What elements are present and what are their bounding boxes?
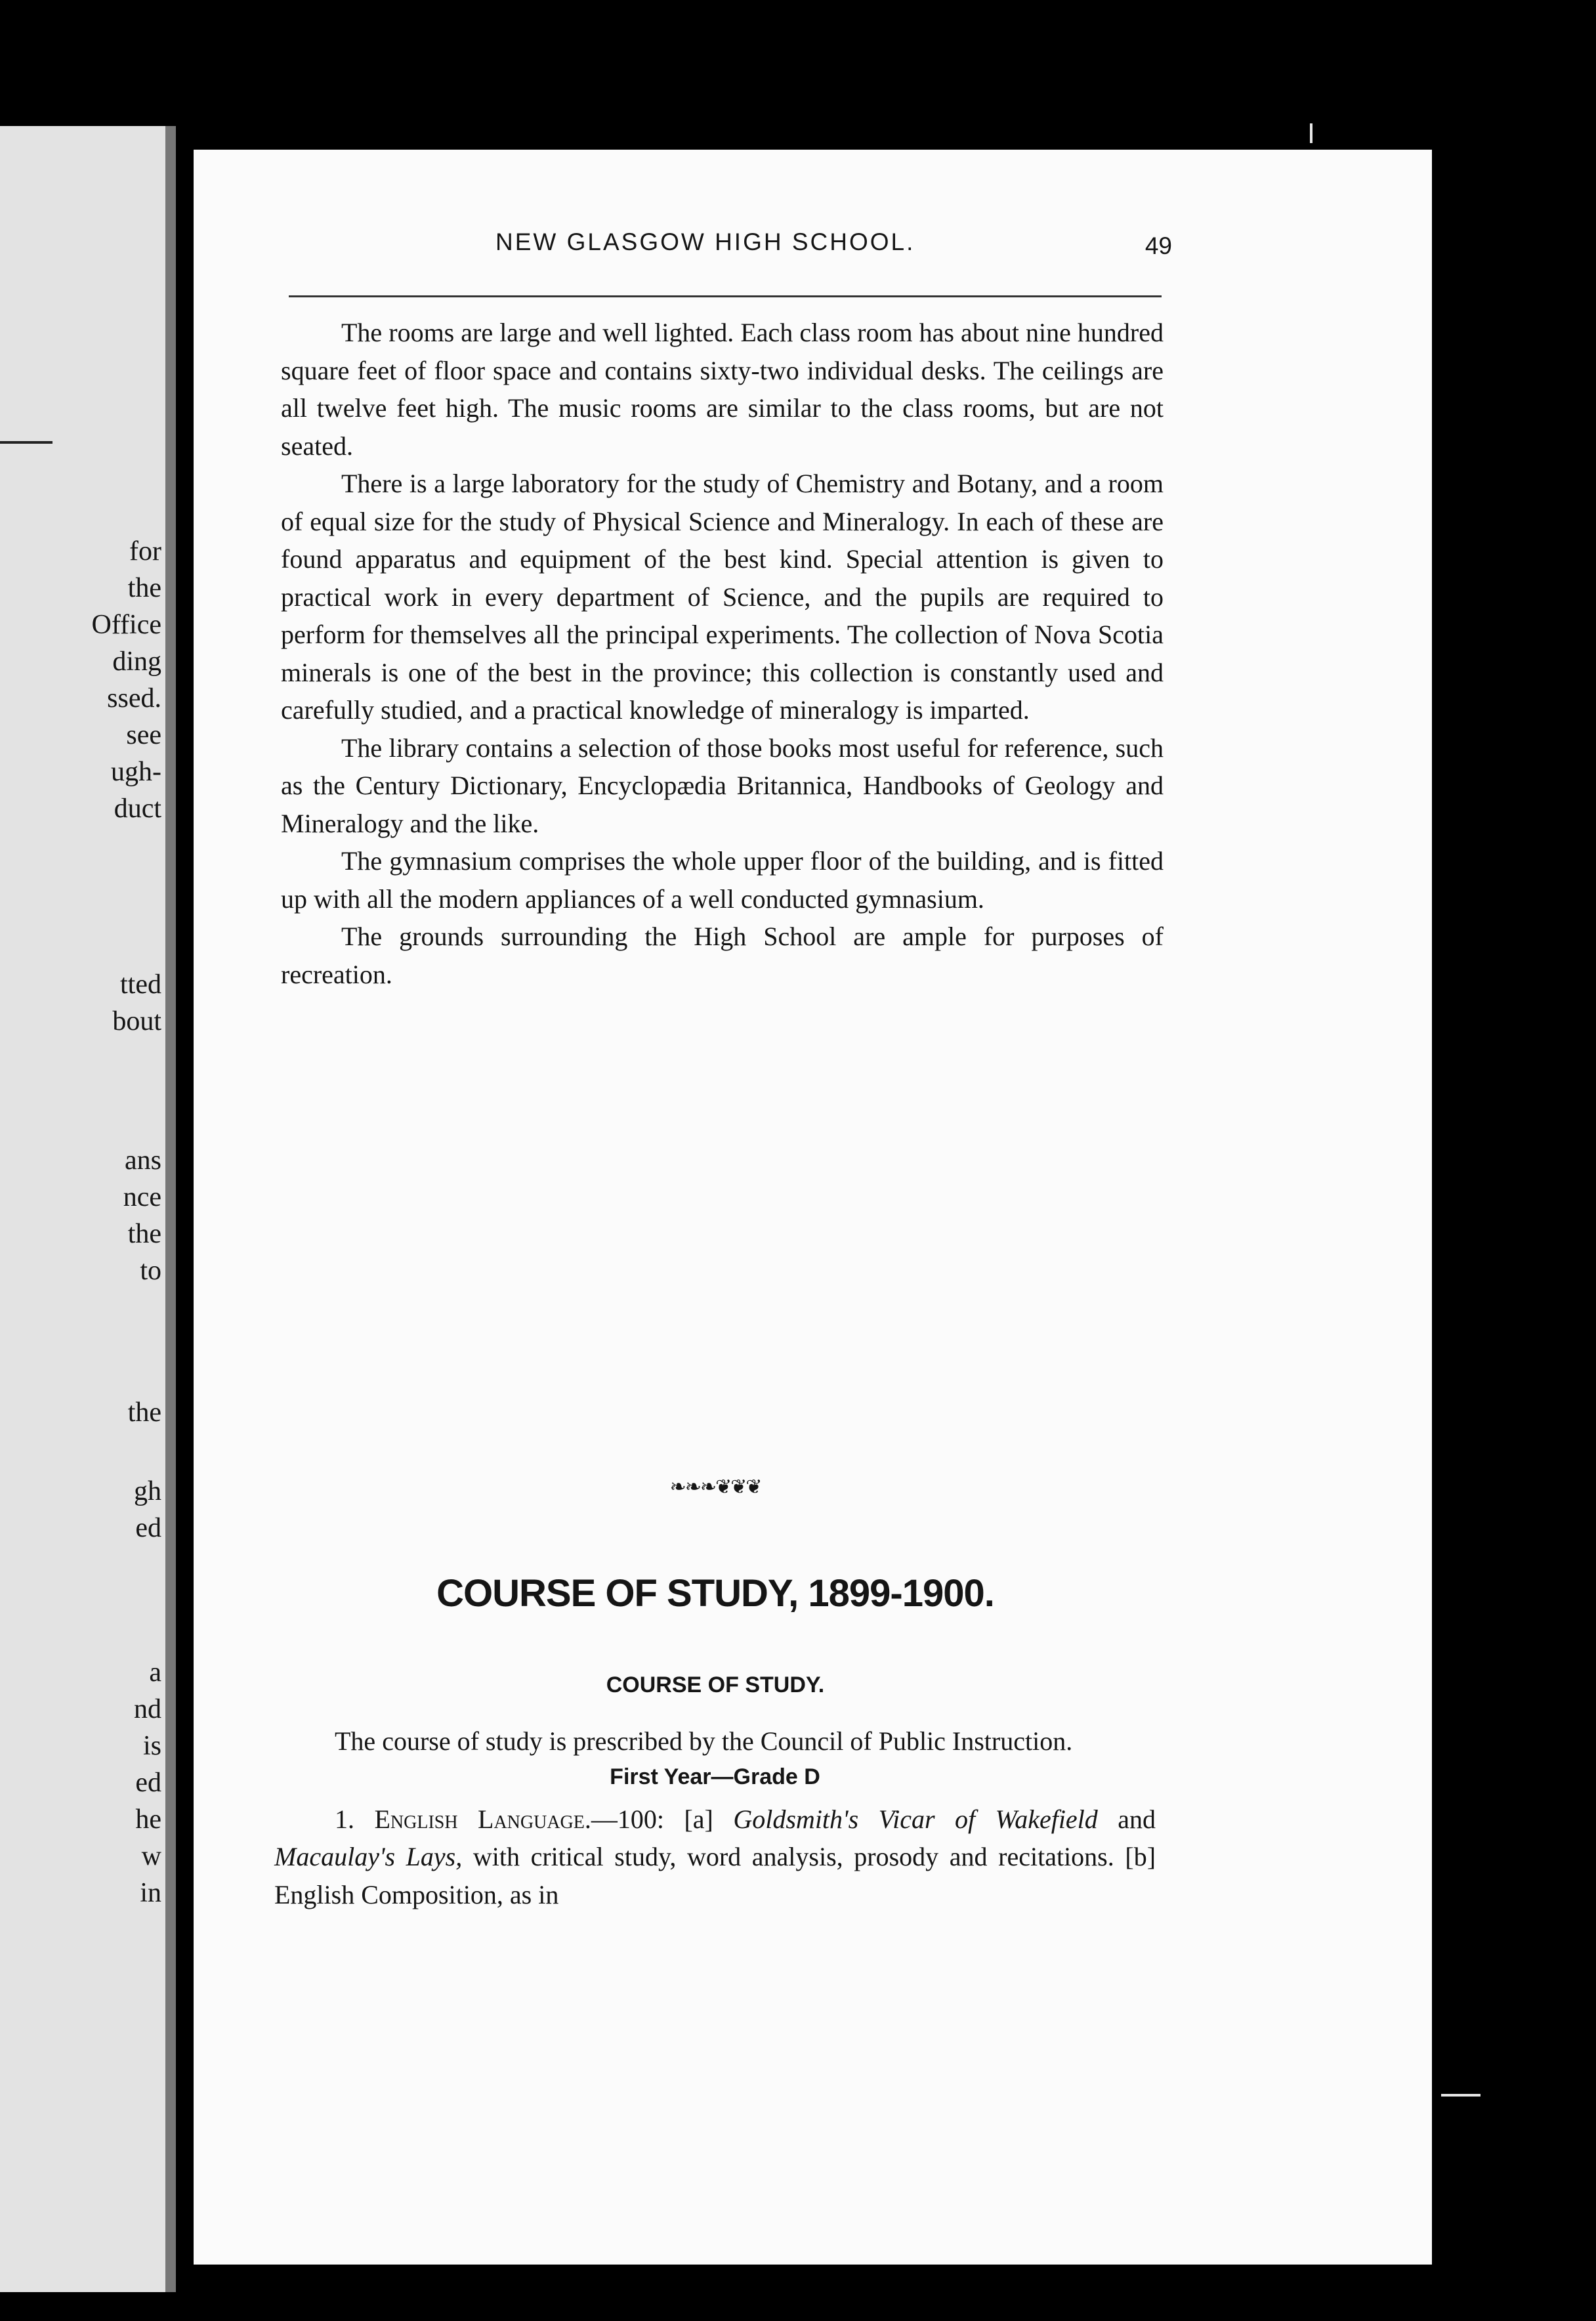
previous-page-fragment: gh	[134, 1476, 161, 1506]
previous-page-fragment: ssed.	[107, 683, 161, 713]
paragraph-grounds: The grounds surrounding the High School are ample for purposes of recreation.	[281, 922, 1164, 989]
previous-page-fragment: duct	[114, 794, 161, 824]
previous-page	[0, 126, 176, 2292]
part-b-label: [b]	[1125, 1842, 1156, 1871]
item-number: 1.	[335, 1804, 354, 1834]
running-title: NEW GLASGOW HIGH SCHOOL.	[495, 228, 915, 255]
conjunction: and	[1118, 1804, 1156, 1834]
work-title-lays: Macaulay's Lays,	[274, 1842, 463, 1871]
header-rule	[289, 295, 1162, 297]
previous-page-fragment: ed	[135, 1768, 161, 1798]
course-intro: The course of study is prescribed by the Council of Public Instruction.	[335, 1726, 1073, 1756]
previous-page-fragment: he	[135, 1804, 161, 1835]
paragraph-library: The library contains a selection of those books most useful for reference, such as the Century Dictionary, Encyclopædia Britannica, Handbooks of Geology and Mineralogy and the like.	[281, 733, 1164, 838]
body-text	[281, 314, 1164, 993]
previous-page-fragment: ugh-	[111, 757, 161, 787]
paragraph-gymnasium: The gymnasium comprises the whole upper floor of the building, and is fitted up with all the modern appliances of a well conducted gymnasium.	[281, 846, 1164, 914]
previous-page-fragment: Office	[91, 610, 161, 640]
previous-page-fragment: ding	[112, 647, 161, 677]
part-b-text: English Composition, as in	[274, 1879, 559, 1909]
previous-page-fragment: to	[140, 1256, 161, 1286]
section-subtitle: COURSE OF STUDY.	[606, 1672, 825, 1697]
previous-page-fragment: the	[127, 1219, 161, 1249]
item-subject: English Language.	[374, 1804, 591, 1834]
part-a-label: [a]	[684, 1804, 713, 1834]
paragraph-rooms: The rooms are large and well lighted. Each class room has about nine hundred square feet of floor space and contains sixty-two individual desks. The ceilings are all twelve feet high. The music rooms are similar to the class rooms, but are not seated.	[281, 318, 1164, 461]
work-title-vicar: Goldsmith's Vicar of Wakefield	[733, 1804, 1098, 1834]
previous-page-fragment: for	[129, 536, 161, 566]
previous-page-fragment: bout	[112, 1006, 161, 1036]
scan-mark	[1441, 2094, 1480, 2097]
paragraph-laboratory: There is a large laboratory for the study of Chemistry and Botany, and a room of equal size for the study of Physical Science and Mineralogy. In each of these are found apparatus and equipment of the best kind. Special attention is given to practical work in every department of Science, and the pupils are required to perform for themselves all the principal experiments. The collection of Nova Scotia minerals is one of the best in the province; this collection is constantly used and carefully studied, and a practical knowledge of mineralogy is imparted.	[281, 469, 1164, 725]
section-title: COURSE OF STUDY, 1899-1900.	[436, 1572, 994, 1615]
previous-page-fragment: the	[127, 573, 161, 603]
previous-page-fragment: the	[127, 1397, 161, 1428]
item-marks: —100:	[591, 1804, 665, 1834]
previous-page-fragment: a	[149, 1657, 161, 1688]
previous-page-fragment: w	[141, 1841, 161, 1871]
previous-page-fragment: is	[142, 1731, 161, 1761]
ornament-divider: ❧❧❧❦❦❦	[669, 1476, 761, 1498]
course-item-english	[274, 1800, 1156, 1914]
part-a-text: with critical study, word analysis, prosody and recitations.	[472, 1842, 1114, 1871]
grade-heading: First Year—Grade D	[610, 1764, 820, 1789]
previous-page-rule	[0, 441, 52, 444]
previous-page-fragment: ans	[125, 1145, 161, 1176]
scan-mark	[1310, 123, 1312, 143]
previous-page-fragment: in	[140, 1878, 161, 1908]
running-header	[302, 228, 1172, 268]
previous-page-fragment: ed	[135, 1513, 161, 1543]
course-text	[274, 1722, 1156, 1913]
book-spine-shadow	[165, 126, 176, 2292]
page-number: 49	[1144, 232, 1172, 259]
previous-page-fragment: nd	[134, 1694, 161, 1724]
previous-page-fragment: tted	[120, 969, 161, 1000]
previous-page-fragment: see	[126, 720, 161, 750]
previous-page-fragment: nce	[123, 1182, 161, 1212]
